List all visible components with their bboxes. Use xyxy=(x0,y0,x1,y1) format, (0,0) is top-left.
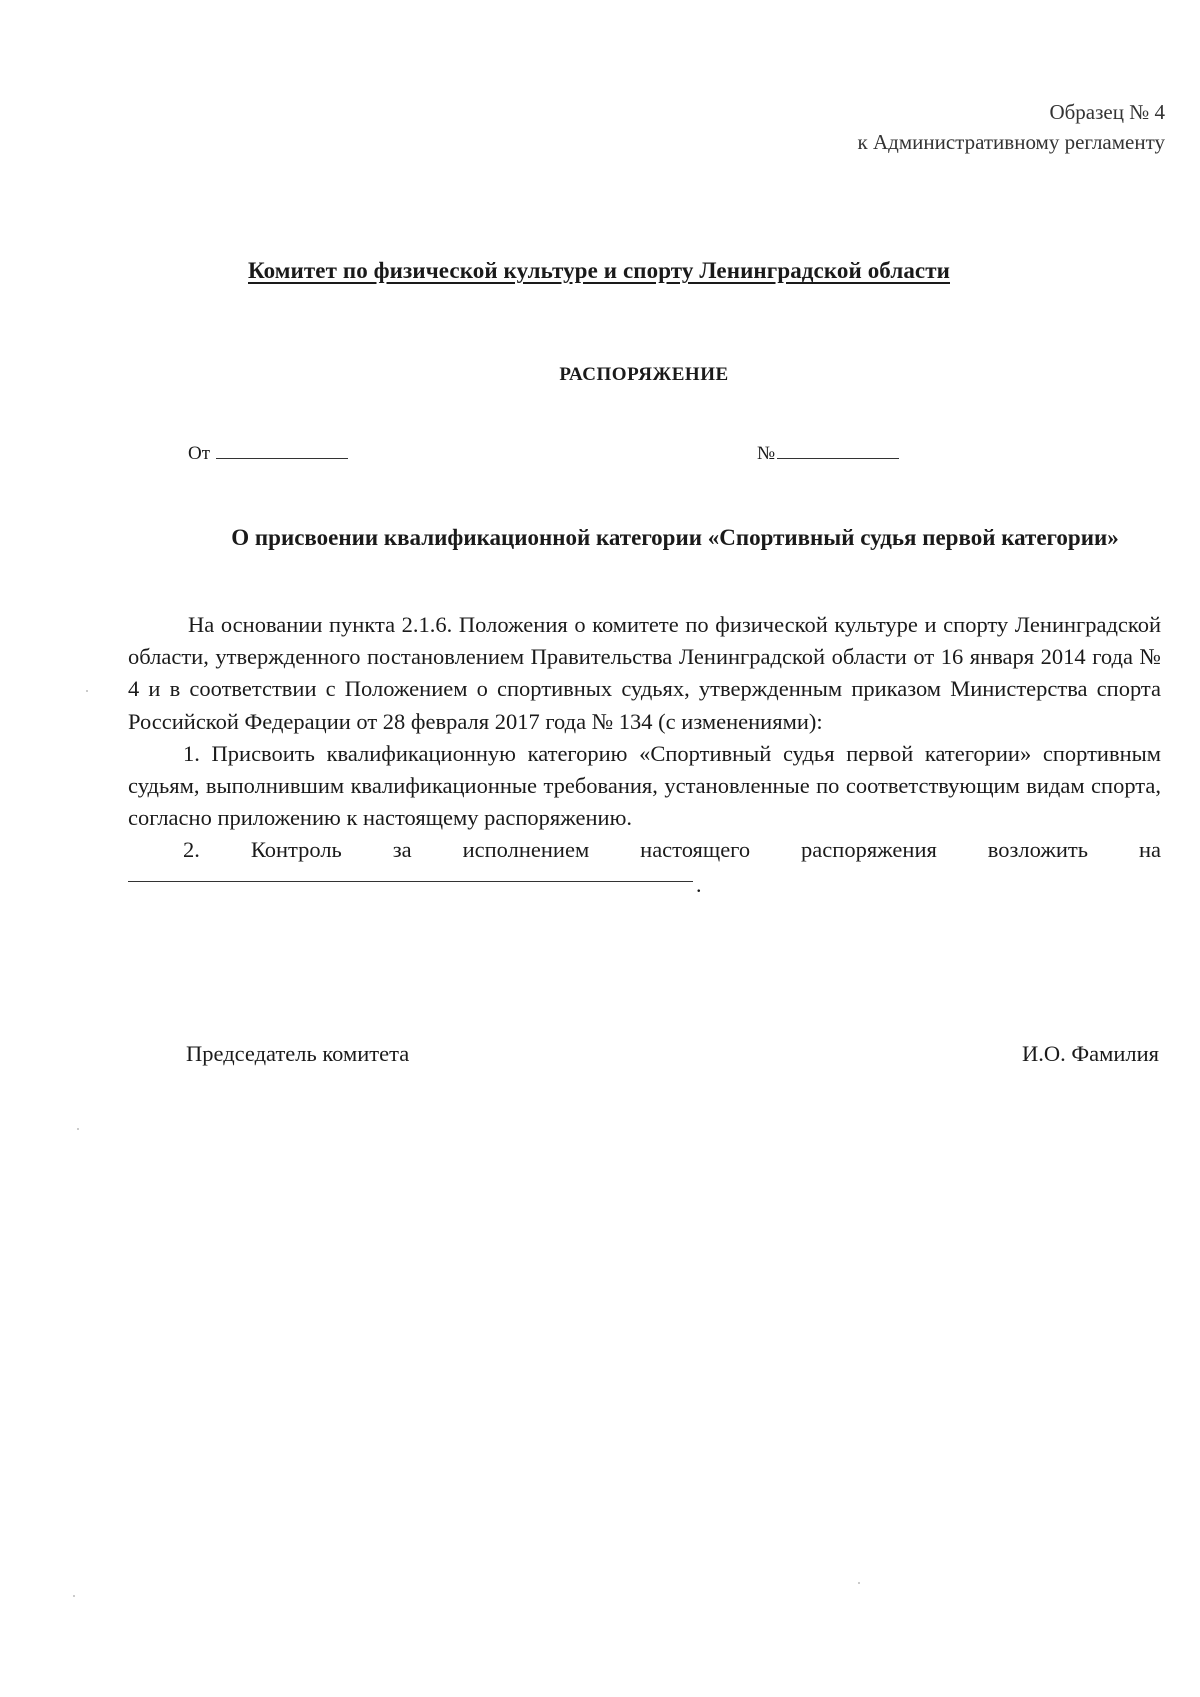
date-field xyxy=(188,440,348,465)
document-body xyxy=(128,609,1161,899)
signature-position: Председатель комитета xyxy=(186,1041,410,1066)
sample-label: Образец № 4 xyxy=(1049,100,1165,124)
date-blank xyxy=(216,440,348,459)
scan-speck xyxy=(73,1595,75,1597)
number-field xyxy=(757,440,899,465)
item-1-paragraph: 1. Присвоить квалификационную категорию «Спортивный судья первой категории» спортивным судьям, выполнившим квалификационные требования, установленные по соответствующим видам спорта, согласно приложению к настоящему распоряжению. xyxy=(128,740,1161,831)
responsible-person-period: . xyxy=(696,871,702,897)
sample-header xyxy=(858,97,1165,157)
item-2-paragraph: 2. Контроль за исполнением настоящего распоряжения возложить на xyxy=(183,837,1161,863)
number-blank xyxy=(777,440,899,459)
signature-name: И.О. Фамилия xyxy=(1021,1041,1159,1066)
committee-name: Комитет по физической культуре и спорту Ленинградской области xyxy=(248,258,950,283)
responsible-person-blank xyxy=(128,881,693,882)
scan-speck xyxy=(858,1582,860,1584)
preamble-paragraph: На основании пункта 2.1.6. Положения о комитете по физической культуре и спорту Ленинградской области, утвержденного постановлением Правительства Ленинградской области от 16 января 2014 года № 4 и в соответствии с Положением о спортивных судьях, утвержденным приказом Министерства спорта Российской Федерации от 28 февраля 2017 года № 134 (с изменениями): xyxy=(128,612,1161,734)
sample-subtitle: к Административному регламенту xyxy=(857,130,1165,154)
document-subject: О присвоении квалификационной категории «Спортивный судья первой категории» xyxy=(231,525,1119,550)
scan-speck xyxy=(86,690,88,692)
responsible-person-line xyxy=(128,869,1161,899)
scan-speck xyxy=(77,1128,79,1130)
number-label: № xyxy=(757,443,776,464)
date-label: От xyxy=(188,443,211,464)
document-type-title: РАСПОРЯЖЕНИЕ xyxy=(559,364,729,385)
